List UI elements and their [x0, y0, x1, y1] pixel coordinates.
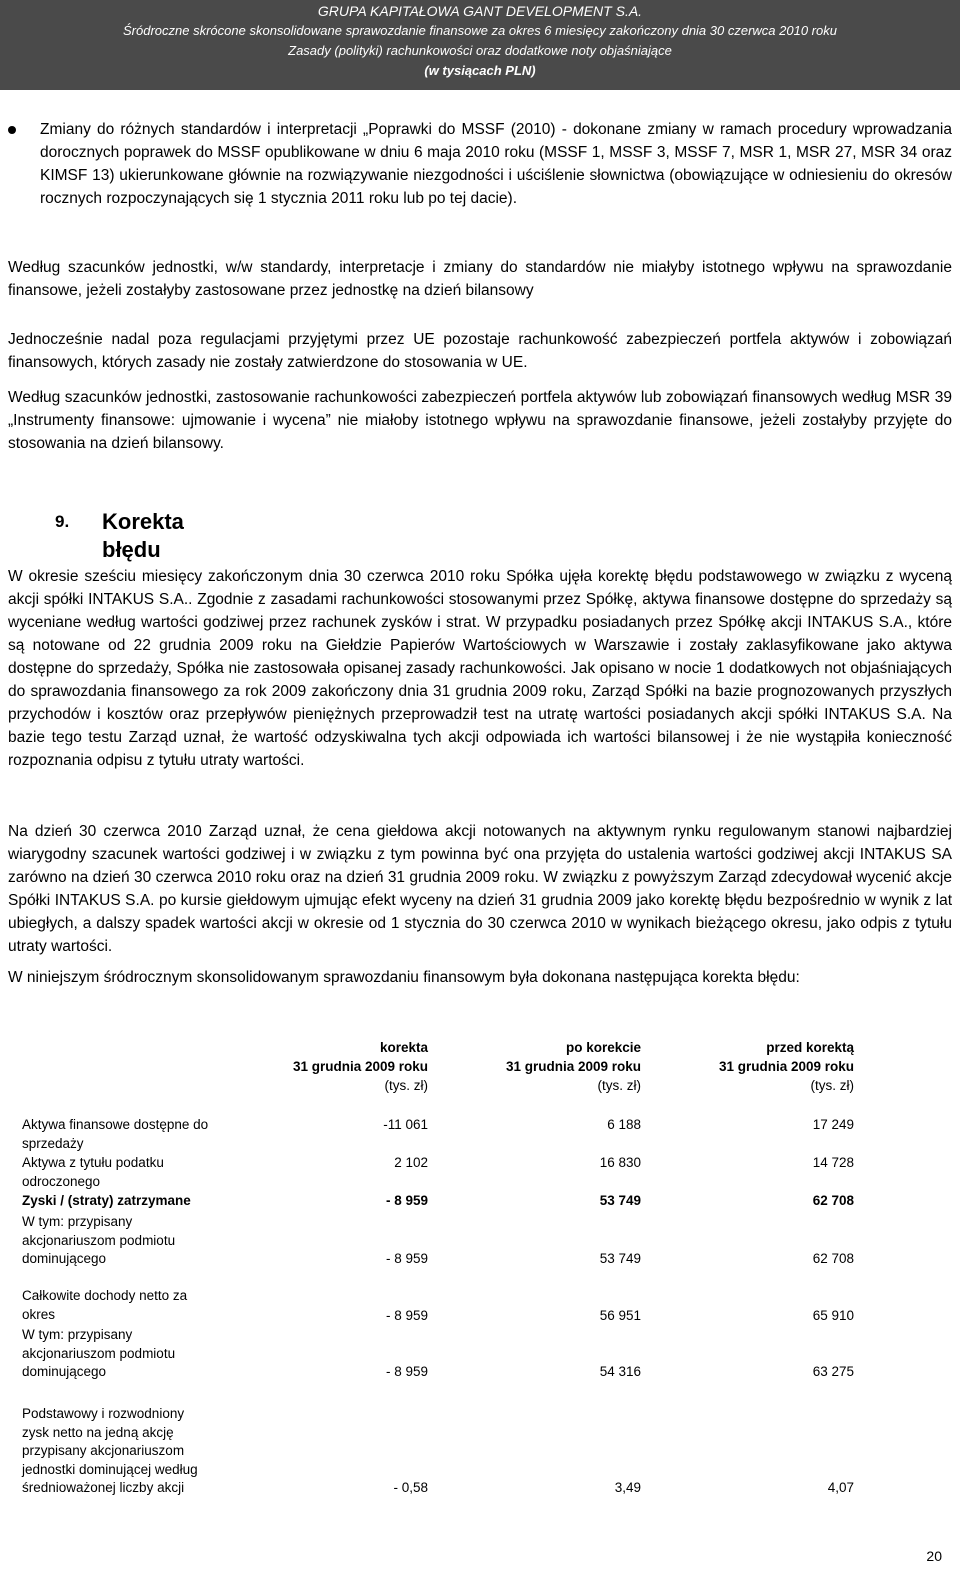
- header-col-1-title: korekta: [379, 1040, 428, 1055]
- row-value-after: 53 749: [599, 1251, 641, 1266]
- company-name: GRUPA KAPITAŁOWA GANT DEVELOPMENT S.A.: [317, 3, 643, 19]
- row-value-before: 65 910: [812, 1308, 854, 1323]
- row-value-before: 62 708: [812, 1251, 854, 1266]
- header-col-2-date: 31 grudnia 2009 roku: [505, 1059, 641, 1074]
- bullet-dot-icon: [8, 126, 16, 134]
- row-value-correction: -11 061: [383, 1117, 428, 1132]
- row-value-before: 62 708: [812, 1193, 854, 1208]
- header-col-3-unit: (tys. zł): [810, 1078, 854, 1093]
- section-title: Korekta błędu: [102, 509, 184, 562]
- report-title: Śródroczne skrócone skonsolidowane sprawozdanie finansowe za okres 6 miesięcy zakończony dnia 30 czerwca 2010 roku: [123, 23, 837, 38]
- row-value-correction: - 8 959: [385, 1364, 428, 1379]
- row-label: Aktywa finansowe dostępne do sprzedaży: [22, 1117, 209, 1151]
- row-label: Aktywa z tytułu podatku odroczonego: [22, 1155, 164, 1189]
- header-col-3: [719, 1038, 854, 1095]
- row-value-after: 56 951: [599, 1308, 641, 1323]
- section-title-header: Zasady (polityki) rachunkowości oraz dodatkowe noty objaśniające: [288, 43, 672, 58]
- row-label: Całkowite dochody netto za okres: [22, 1288, 188, 1322]
- header-col-1-unit: (tys. zł): [384, 1078, 428, 1093]
- row-value-after: 53 749: [599, 1193, 641, 1208]
- paragraph-1: Według szacunków jednostki, w/w standardy, interpretacje i zmiany do standardów nie miałyby istotnego wpływu na sprawozdanie finansowe, jeżeli zostałyby zastosowane przez jednostkę na dzień bilansowy: [8, 259, 952, 299]
- bullet-text: Zmiany do różnych standardów i interpretacji „Poprawki do MSSF (2010) - dokonane zmiany w ramach procedury wprowadzania dorocznych poprawek do MSSF opublikowane w dniu 6 maja 2010 roku (MSSF 1, MSSF 3, MSSF 7, MSR 1, MSR 27, MSR 34 oraz KIMSF 13) ukierunkowane głównie na rozwiązywanie niezgodności i uściślenie słownictwa (obowiązujące w odniesieniu do okresów rocznych rozpoczynających się 1 stycznia 2011 roku lub po tej dacie).: [40, 121, 952, 207]
- header-col-3-date: 31 grudnia 2009 roku: [718, 1059, 854, 1074]
- row-value-correction: - 8 959: [385, 1308, 428, 1323]
- paragraph-2: Jednocześnie nadal poza regulacjami przyjętymi przez UE pozostaje rachunkowość zabezpieczeń portfela aktywów i zobowiązań finansowych, których zasady nie zostały zatwierdzone do stosowania w UE.: [8, 331, 952, 371]
- paragraph-4: W okresie sześciu miesięcy zakończonym dnia 30 czerwca 2010 roku Spółka ujęła korektę błędu podstawowego w związku z wyceną akcji spółki INTAKUS S.A.. Zgodnie z zasadami rachunkowości stosowanymi przez Spółkę, aktywa finansowe dostępne do sprzedaży są wyceniane według wartości godziwej przez rachunek zysków i strat. W przypadku posiadanych przez Spółkę akcji INTAKUS S.A., które są notowane od 22 grudnia 2009 roku na Giełdzie Papierów Wartościowych w Warszawie i zostały zaklasyfikowane jako aktywa dostępne do sprzedaży, Spółka nie zastosowała opisanej zasady rachunkowości. Jak opisano w nocie 1 dodatkowych not objaśniających do sprawozdania finansowego za rok 2009 zakończony dnia 31 grudnia 2009 roku, Zarząd Spółki na bazie prognozowanych przyszłych przychodów i kosztów oraz przepływów pieniężnych przeprowadził test na utratę wartości posiadanych akcji spółki INTAKUS S.A. Na bazie tego testu Zarząd uznał, że wartość odzyskiwalna tych akcji odpowiada ich wartości bilansowej i że nie wystąpiła konieczność rozpoznania odpisu z tytułu utraty wartości.: [8, 568, 952, 769]
- header-col-2-unit: (tys. zł): [597, 1078, 641, 1093]
- row-value-after: 54 316: [599, 1364, 641, 1379]
- row-value-after: 16 830: [599, 1155, 641, 1170]
- row-value-before: 4,07: [827, 1480, 854, 1495]
- row-value-correction: - 8 959: [385, 1251, 428, 1266]
- paragraph-6: W niniejszym śródrocznym skonsolidowanym sprawozdaniu finansowym była dokonana następująca korekta błędu:: [8, 969, 800, 986]
- row-label: W tym: przypisany akcjonariuszom podmiotu dominującego: [22, 1214, 176, 1266]
- row-label: W tym: przypisany akcjonariuszom podmiotu dominującego: [22, 1327, 176, 1379]
- row-value-before: 14 728: [812, 1155, 854, 1170]
- row-value-correction: 2 102: [394, 1155, 428, 1170]
- page-number: 20: [926, 1548, 942, 1564]
- header-col-2-title: po korekcie: [565, 1040, 641, 1055]
- row-label: Podstawowy i rozwodniony zysk netto na jedną akcję przypisany akcjonariuszom jednostki dominującej według średnioważonej liczby akcji: [22, 1406, 198, 1495]
- row-value-before: 63 275: [812, 1364, 854, 1379]
- header-col-2: [506, 1038, 641, 1095]
- unit-label: (w tysiącach PLN): [424, 63, 536, 78]
- header-col-1: [293, 1038, 428, 1095]
- header-col-3-title: przed korektą: [766, 1040, 854, 1055]
- paragraph-3: Według szacunków jednostki, zastosowanie rachunkowości zabezpieczeń portfela aktywów lub zobowiązań finansowych według MSR 39 „Instrumenty finansowe: ujmowanie i wycena” nie miałoby istotnego wpływu na sprawozdanie finansowe, jeżeli zostałyby przyjęte do stosowania na dzień bilansowy.: [8, 389, 952, 452]
- header-col-1-date: 31 grudnia 2009 roku: [292, 1059, 428, 1074]
- row-value-after: 6 188: [607, 1117, 641, 1132]
- page-header: [0, 0, 960, 90]
- row-value-correction: - 0,58: [393, 1480, 428, 1495]
- row-value-before: 17 249: [812, 1117, 854, 1132]
- paragraph-5: Na dzień 30 czerwca 2010 Zarząd uznał, że cena giełdowa akcji notowanych na aktywnym rynku regulowanym stanowi najbardziej wiarygodny szacunek wartości godziwej i w związku z tym powinna być ona przyjęta do ustalenia wartości godziwej akcji INTAKUS SA zarówno na dzień 30 czerwca 2010 roku oraz na dzień 31 grudnia 2009 roku. W związku z powyższym Zarząd zdecydował wycenić akcje Spółki INTAKUS S.A. po kursie giełdowym ujmując efekt wyceny na dzień 31 grudnia 2009 jako korektę błędu bezpośrednio w wynik z lat ubiegłych, a dalszy spadek wartości akcji w okresie od 1 stycznia do 30 czerwca 2010 w wynikach bieżącego okresu, jako odpis z tytułu utraty wartości.: [8, 823, 952, 955]
- row-value-after: 3,49: [614, 1480, 641, 1495]
- row-value-correction: - 8 959: [385, 1193, 428, 1208]
- bullet-item: [8, 118, 952, 210]
- row-label: Zyski / (straty) zatrzymane: [22, 1193, 191, 1208]
- section-number: 9.: [55, 512, 70, 531]
